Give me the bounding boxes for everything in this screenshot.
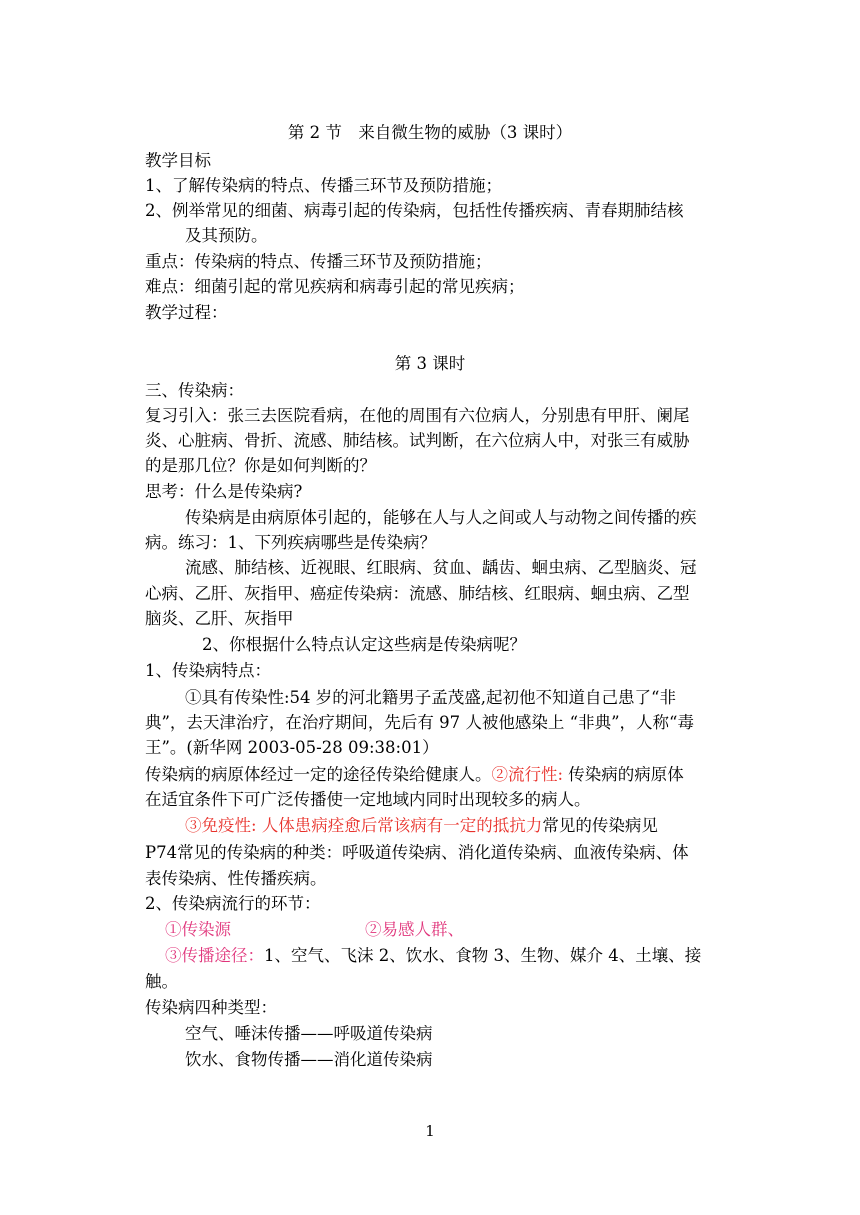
types-line-2: 表传染病、性传播疾病。 [145, 869, 327, 888]
para-line: 三、传染病： [145, 381, 244, 400]
immunity-line [185, 816, 658, 836]
para-line: 脑炎、乙肝、灰指甲 [145, 609, 294, 628]
lesson-subtitle: 第 3 课时 [394, 354, 466, 373]
pathogen-text: 传染病的病原体经过一定的途径传染给健康人。 [145, 765, 492, 784]
section-title: 第 2 节 来自微生物的威胁（3 课时） [287, 123, 573, 142]
pathogen-line [145, 765, 684, 785]
para-line: 流感、肺结核、近视眼、红眼病、贫血、龋齿、蛔虫病、乙型脑炎、冠 [185, 558, 697, 577]
para-line: 炎、心脏病、骨折、流感、肺结核。试判断，在六位病人中，对张三有威胁 [145, 431, 690, 450]
para-line: 典”，去天津治疗，在治疗期间，先后有 97 人被他感染上 “非典”，人称“毒 [145, 713, 694, 732]
four-types-heading: 传染病四种类型： [145, 998, 277, 1017]
objective-2-cont: 及其预防。 [185, 226, 268, 245]
types-line: P74常见的传染病的种类：呼吸道传染病、消化道传染病、血液传染病、体 [145, 843, 689, 862]
para-line: 复习引入：张三去医院看病，在他的周围有六位病人，分别患有甲肝、阑尾 [145, 406, 690, 425]
para-line: 心病、乙肝、灰指甲、癌症传染病：流感、肺结核、红眼病、蛔虫病、乙型 [145, 584, 690, 603]
difficult-point: 难点：细菌引起的常见疾病和病毒引起的常见疾病； [145, 277, 525, 296]
para-line: 2、你根据什么特点认定这些病是传染病呢？ [202, 635, 526, 654]
infection-source: ①传染源 [165, 920, 231, 939]
type-food: 饮水、食物传播——消化道传染病 [185, 1050, 433, 1069]
immunity-rest: 常见的传染病见 [542, 816, 658, 835]
links-heading: 2、传染病流行的环节： [145, 894, 321, 913]
para-line: 王”。(新华网 2003-05-28 09:38:01） [145, 738, 439, 757]
para-line: 的是那几位？你是如何判断的？ [145, 456, 376, 475]
route-line [165, 946, 701, 966]
para-line: 病。练习：1、下列疾病哪些是传染病？ [145, 533, 436, 552]
para-line: 1、传染病特点： [145, 661, 271, 680]
page-number: 1 [425, 1122, 435, 1140]
type-airborne: 空气、唾沫传播——呼吸道传染病 [185, 1024, 433, 1043]
immunity-label: ③免疫性: 人体患病痊愈后常该病有一定的抵抗力 [185, 816, 543, 835]
key-point: 重点：传染病的特点、传播三环节及预防措施； [145, 252, 492, 271]
susceptible-population: ②易感人群、 [365, 920, 464, 939]
route-line-2: 触。 [145, 972, 178, 991]
objective-2: 2、例举常见的细菌、病毒引起的传染病，包括性传播疾病、青春期肺结核 [145, 201, 684, 220]
route-label: ③传播途径： [165, 946, 264, 965]
spread-line: 在适宜条件下可广泛传播使一定地域内同时出现较多的病人。 [145, 790, 591, 809]
para-line: 传染病是由病原体引起的，能够在人与人之间或人与动物之间传播的疾 [185, 508, 697, 527]
route-text: 1、空气、飞沫 2、饮水、食物 3、生物、媒介 4、土壤、接 [264, 946, 702, 965]
para-line: 思考：什么是传染病? [145, 482, 303, 501]
prevalence-label: ②流行性: [491, 765, 564, 784]
para-line: ①具有传染性:54 岁的河北籍男子孟茂盛,起初他不知道自己患了“非 [185, 688, 676, 707]
teaching-process: 教学过程： [145, 303, 228, 322]
objectives-heading: 教学目标 [145, 151, 211, 170]
pathogen-rest: 传染病的病原体 [563, 765, 684, 784]
objective-1: 1、了解传染病的特点、传播三环节及预防措施； [145, 176, 502, 195]
